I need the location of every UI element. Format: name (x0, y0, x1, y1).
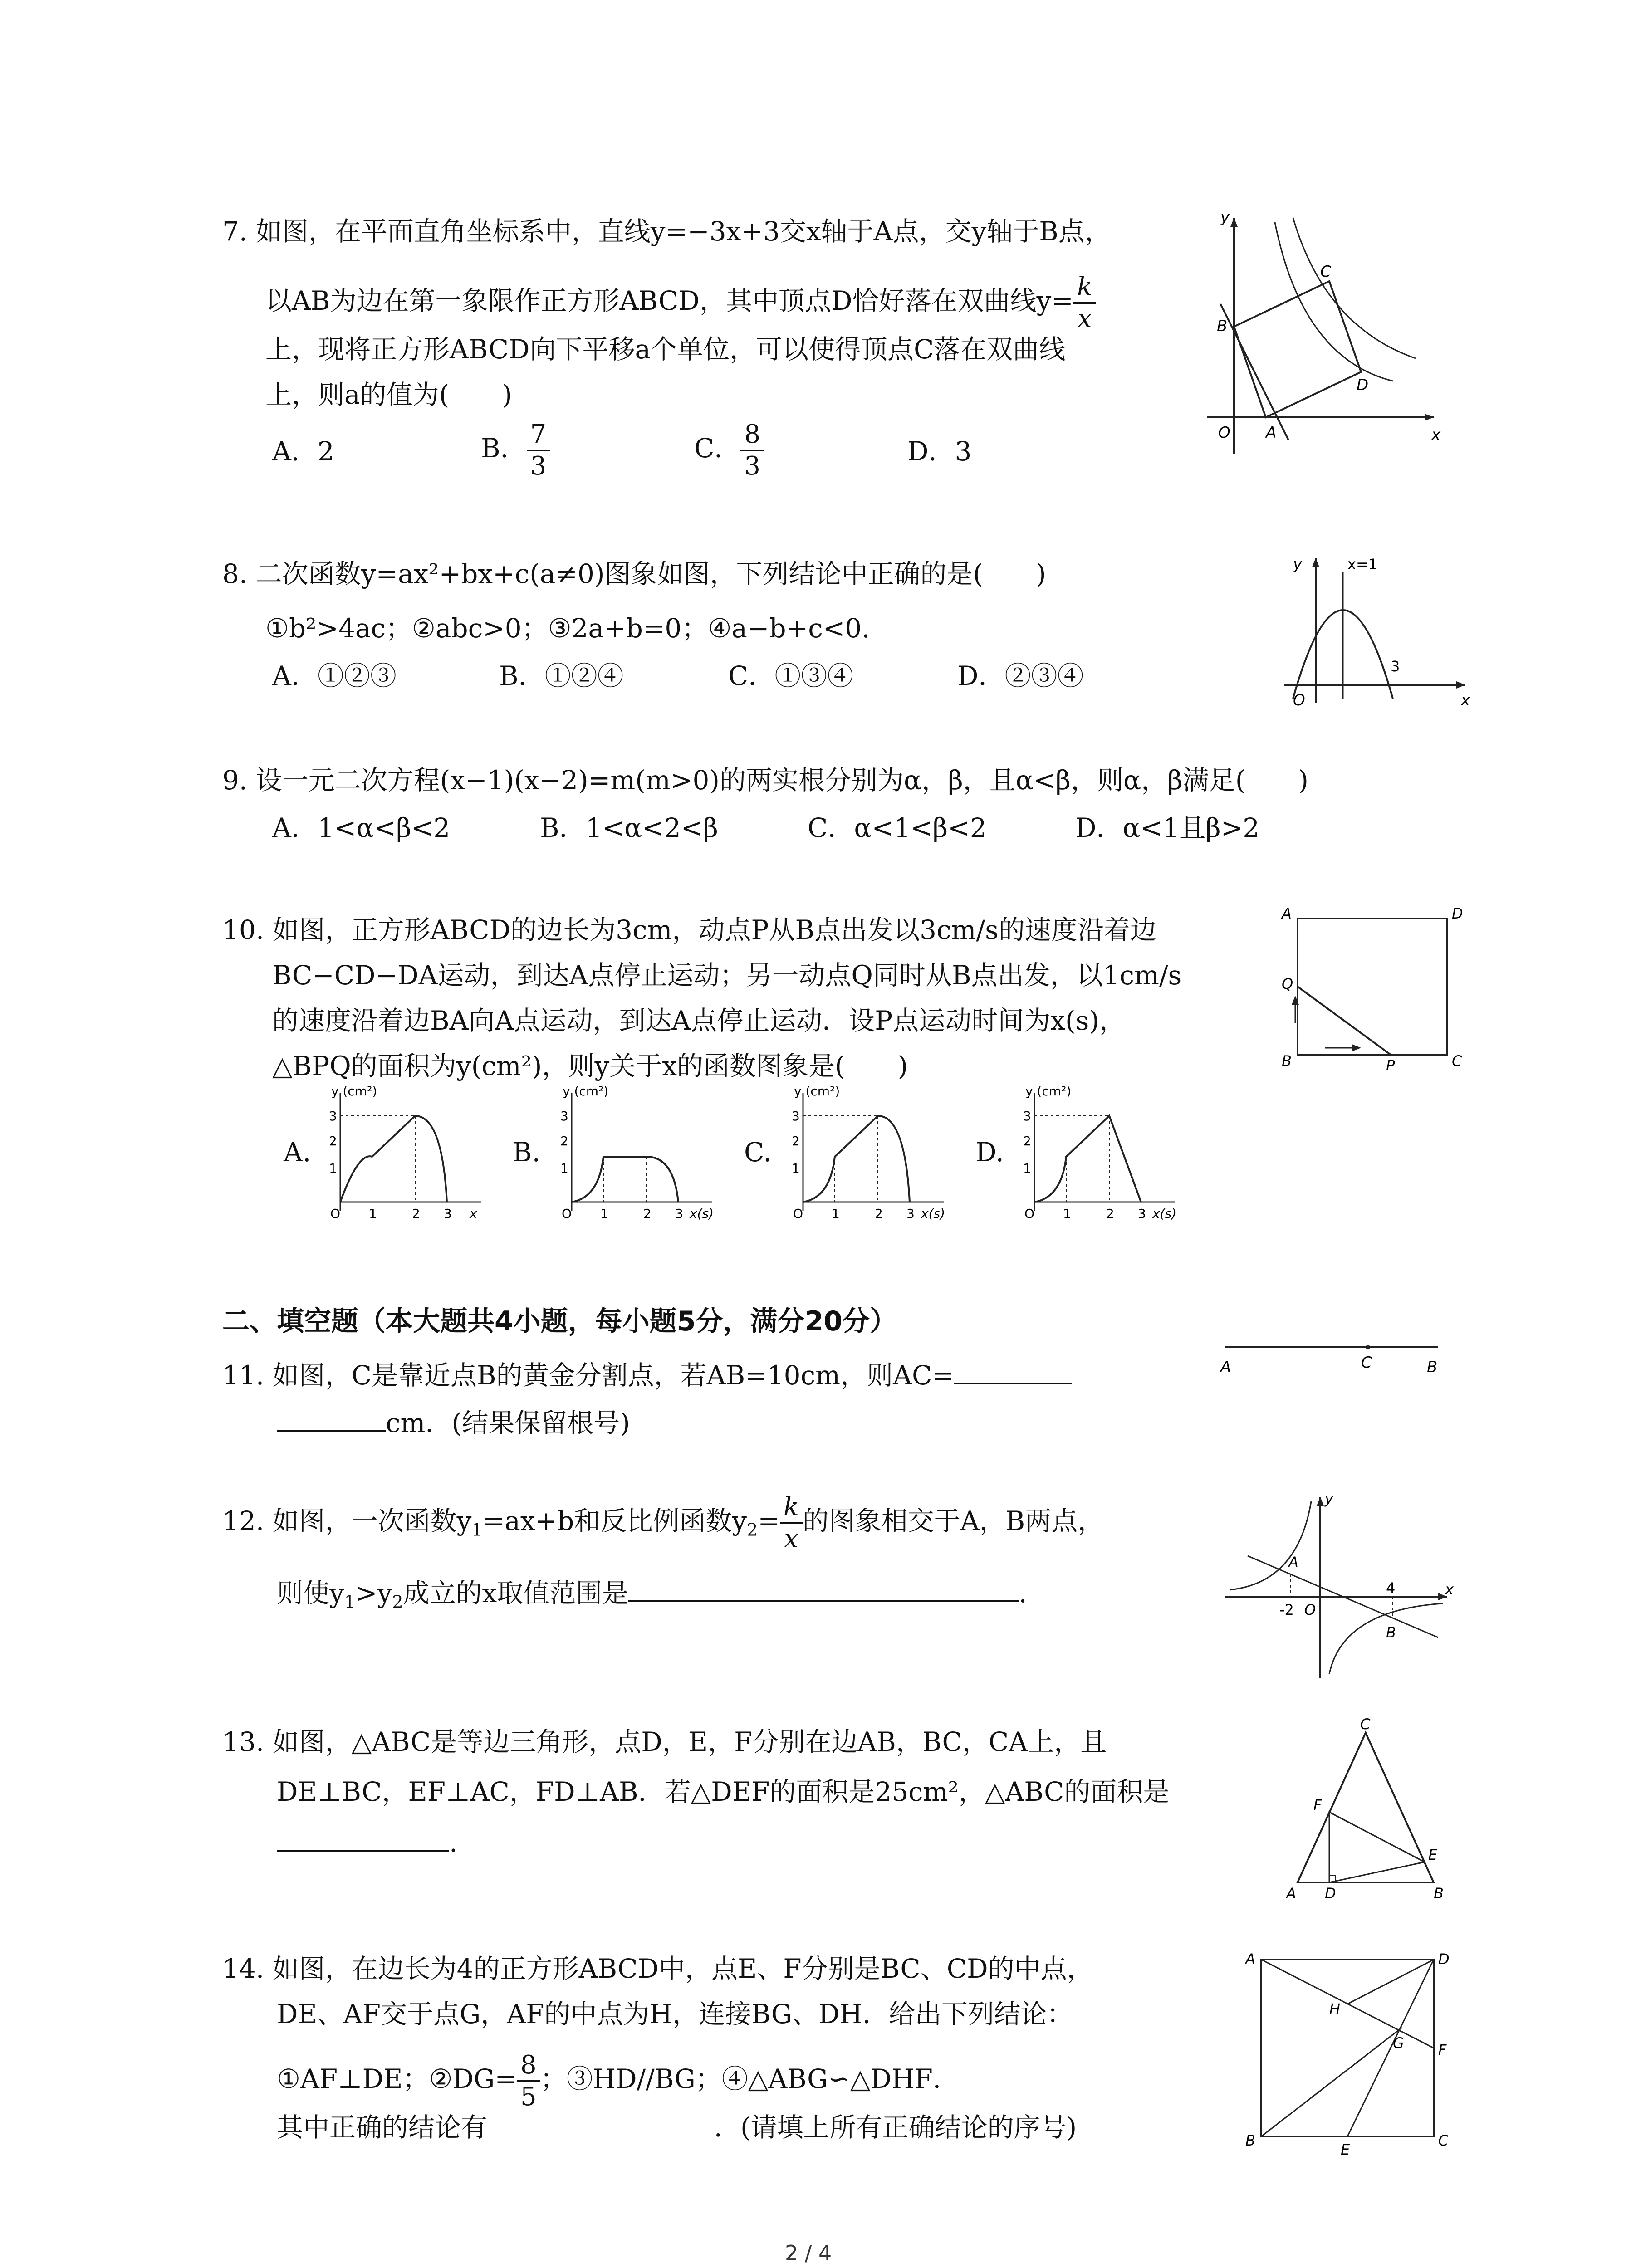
q7-fig-x: x (1431, 426, 1441, 444)
q10-fig-q: Q (1282, 975, 1293, 992)
q8-option-b: B．①②④ (499, 660, 624, 691)
q8-option-d: D．②③④ (957, 660, 1084, 691)
q14-line4: 其中正确的结论有 ．(请填上所有正确结论的序号) (277, 2112, 1077, 2143)
q10-graph-b-o: O (562, 1206, 572, 1221)
q13-fig-f: F (1313, 1796, 1322, 1813)
q10-graph-b-ylabel: y (cm²) (563, 1084, 609, 1099)
q8-fig-o: O (1293, 691, 1305, 709)
q10-graph-b-x2: 2 (643, 1206, 652, 1221)
q7-option-b-frac: $\frac{7}{3}$ (527, 420, 550, 481)
q13-fig-c: C (1360, 1716, 1371, 1733)
q10-graph-a-y3: 3 (329, 1109, 337, 1124)
q14-fig-b: B (1245, 2132, 1255, 2149)
q10-graph-b-y3: 3 (560, 1109, 568, 1124)
q14-line2: DE、AF交于点G，AF的中点为H，连接BG、DH．给出下列结论： (277, 1999, 1073, 2029)
q12-fig-m2: -2 (1279, 1601, 1294, 1618)
q7-fig-y: y (1220, 208, 1230, 226)
q7-line3: 上，现将正方形ABCD向下平移a个单位，可以使得顶点C落在双曲线 (265, 334, 1066, 365)
q11-answer-blank-2[interactable] (277, 1404, 386, 1432)
q10-graph-d-x2: 2 (1106, 1206, 1114, 1221)
q7-fig-a: A (1266, 424, 1277, 442)
q10-graph-a-x3: 3 (444, 1206, 452, 1221)
q7-line2 (265, 272, 1096, 334)
q12-answer-blank[interactable] (628, 1574, 1019, 1602)
q10-graph-d-y1: 1 (1023, 1161, 1031, 1176)
q10-line2: BC−CD−DA运动，到达A点停止运动；另一动点Q同时从B点出发，以1cm/s (272, 960, 1182, 991)
q13-line3: . (277, 1823, 457, 1861)
q11-fig-a: A (1220, 1358, 1231, 1376)
q10-graph-c-x2: 2 (875, 1206, 883, 1221)
q10-graph-a-x2: 2 (412, 1206, 420, 1221)
q9-option-b: B．1<α<2<β (540, 812, 718, 843)
q10-graph-c-x3: 3 (906, 1206, 915, 1221)
q10-graph-d-ylabel: y (cm²) (1025, 1084, 1072, 1099)
q14-fig-d: D (1438, 1950, 1450, 1968)
q8-option-a: A．①②③ (272, 660, 397, 691)
q10-graph-c-ylabel: y (cm²) (794, 1084, 840, 1099)
q14-fig-a: A (1245, 1950, 1255, 1968)
q10-graph-a-y1: 1 (329, 1161, 337, 1176)
q10-graph-c-x1: 1 (832, 1206, 840, 1221)
q10-fig-p: P (1386, 1057, 1395, 1074)
q10-graph-a (327, 1084, 490, 1225)
q11-line2: cm．(结果保留根号) (277, 1404, 630, 1441)
q10-graph-b-x3: 3 (675, 1206, 683, 1221)
q7-fig-o: O (1218, 424, 1230, 442)
q10-graph-b-x1: 1 (600, 1206, 608, 1221)
q7-fraction: $\frac{k}{x}$ (1073, 272, 1096, 334)
q10-line1: 10. 如图，正方形ABCD的边长为3cm，动点P从B点出发以3cm/s的速度沿着边 (222, 914, 1156, 945)
q12-line1: 12. 如图，一次函数$y_1=ax+b$和反比例函数$y_2=$ $\frac{k}{x}$ 的图象相交于A，B两点， (222, 1492, 1104, 1554)
q10-graph-c-xs: x(s) (921, 1206, 945, 1221)
q9-option-a: A．1<α<β<2 (272, 812, 451, 843)
q7-option-c: C． $\frac{8}{3}$ (694, 420, 764, 481)
q14-figure (1243, 1946, 1461, 2164)
q10-graph-d-x1: 1 (1063, 1206, 1071, 1221)
q7-option-c-frac: $\frac{8}{3}$ (740, 420, 764, 481)
q10-graph-c-y3: 3 (792, 1109, 800, 1124)
q10-graph-b (558, 1084, 721, 1225)
q10-graph-d (1021, 1084, 1184, 1225)
q10-graph-c-o: O (793, 1206, 803, 1221)
q14-fig-e: E (1341, 2141, 1350, 2158)
q10-graph-d-o: O (1024, 1206, 1035, 1221)
q13-answer-blank[interactable] (277, 1823, 449, 1852)
q10-line3: 的速度沿着边BA向A点运动，到达A点停止运动．设P点运动时间为x(s)， (272, 1005, 1126, 1036)
q10-square-figure (1270, 900, 1461, 1091)
q13-fig-b: B (1434, 1885, 1444, 1902)
q10-graph-b-y2: 2 (560, 1134, 568, 1149)
q10-line4: △BPQ的面积为y(cm²)，则y关于x的函数图象是( ) (272, 1051, 908, 1081)
q7-fig-d: D (1357, 376, 1369, 394)
q11-line1: 11. 如图，C是靠近点B的黄金分割点，若AB=10cm，则AC= (222, 1356, 1072, 1393)
q11-figure (1220, 1338, 1456, 1379)
q12-fig-4: 4 (1386, 1579, 1396, 1597)
q10-graph-c (789, 1084, 953, 1225)
q14-fig-h: H (1329, 2000, 1341, 2018)
q10-graph-c-y2: 2 (792, 1134, 800, 1149)
q10-graph-d-xs: x(s) (1152, 1206, 1177, 1221)
q13-line2: DE⊥BC，EF⊥AC，FD⊥AB．若△DEF的面积是25cm²，△ABC的面积是 (277, 1776, 1170, 1807)
q10-graph-c-y1: 1 (792, 1161, 800, 1176)
q7-option-a: A．2 (272, 436, 334, 467)
q7-line4: 上，则a的值为( ) (265, 379, 512, 410)
q8-fig-x: x (1461, 691, 1470, 709)
q10-fig-d: D (1452, 905, 1463, 922)
q12-fig-x: x (1445, 1581, 1454, 1598)
q10-graph-a-y2: 2 (329, 1134, 337, 1149)
q8-line1: 8. 二次函数y=ax²+bx+c(a≠0)图象如图，下列结论中正确的是( ) (222, 558, 1046, 589)
q10-graph-a-x1: 1 (369, 1206, 377, 1221)
q10-fig-a: A (1282, 905, 1292, 922)
q7-option-b: B． $\frac{7}{3}$ (481, 420, 550, 481)
q11-fig-b: B (1427, 1358, 1438, 1376)
q8-fig-axis: x=1 (1347, 556, 1378, 573)
q8-line2: ①b²>4ac；②abc>0；③2a+b=0；④a−b+c<0. (265, 613, 870, 644)
q10-graph-d-x3: 3 (1138, 1206, 1146, 1221)
q10-graph-b-xs: x(s) (690, 1206, 714, 1221)
q8-fig-three: 3 (1391, 658, 1400, 675)
q10-option-a: A. (284, 1137, 311, 1168)
q9-option-d: D．α<1且β>2 (1075, 812, 1260, 843)
q14-fig-g: G (1393, 2034, 1404, 2052)
q10-graph-b-y1: 1 (560, 1161, 568, 1176)
q7-fig-b: B (1217, 317, 1228, 335)
q14-fraction: $\frac{8}{5}$ (517, 2050, 540, 2112)
q12-fig-a: A (1288, 1554, 1298, 1571)
q12-fig-y: y (1325, 1490, 1333, 1507)
q13-fig-e: E (1428, 1846, 1438, 1863)
q14-line1: 14. 如图，在边长为4的正方形ABCD中，点E、F分别是BC、CD的中点， (222, 1953, 1093, 1984)
q10-graph-a-ylabel: y (cm²) (331, 1084, 377, 1099)
q10-option-c: C. (744, 1137, 772, 1168)
q14-fig-c: C (1438, 2132, 1449, 2149)
section-2-title: 二、填空题（本大题共4小题，每小题5分，满分20分） (222, 1305, 897, 1337)
q9-line1: 9. 设一元二次方程(x−1)(x−2)=m(m>0)的两实根分别为α，β，且α<β，则α，β满足( ) (222, 765, 1309, 796)
q13-line1: 13. 如图，△ABC是等边三角形，点D，E，F分别在边AB，BC，CA上，且 (222, 1726, 1107, 1757)
q11-fig-c: C (1361, 1354, 1372, 1372)
q10-option-b: B. (513, 1137, 541, 1168)
q7-fig-c: C (1320, 263, 1331, 281)
q10-option-d: D. (975, 1137, 1004, 1168)
page-number: 2 / 4 (785, 2241, 832, 2265)
q13-fig-d: D (1325, 1885, 1336, 1902)
q10-fig-b: B (1282, 1052, 1292, 1070)
q12-fig-o: O (1304, 1601, 1316, 1618)
q10-graph-d-y3: 3 (1023, 1109, 1031, 1124)
q12-figure (1220, 1492, 1456, 1683)
q8-figure (1275, 549, 1474, 712)
q8-fig-y: y (1293, 555, 1303, 573)
q10-graph-d-y2: 2 (1023, 1134, 1031, 1149)
q12-fig-b: B (1386, 1624, 1396, 1641)
q12-fraction: $\frac{k}{x}$ (780, 1492, 803, 1554)
q10-graph-a-o: O (330, 1206, 341, 1221)
q7-option-d: D．3 (907, 436, 972, 467)
q13-figure (1284, 1715, 1456, 1905)
q7-line1: 7. 如图，在平面直角坐标系中，直线y=−3x+3交x轴于A点，交y轴于B点， (222, 216, 1111, 247)
q10-graph-a-x: x (470, 1206, 477, 1221)
q14-line3: ①AF⊥DE；②DG= $\frac{8}{5}$ ；③HD//BG；④△ABG∽△DHF． (277, 2050, 959, 2112)
q8-option-c: C．①③④ (728, 660, 854, 691)
q7-figure (1198, 209, 1452, 463)
q14-fig-f: F (1438, 2041, 1447, 2058)
q7-line2-text: 以AB为边在第一象限作正方形ABCD，其中顶点D恰好落在双曲线y= (265, 285, 1073, 317)
q11-answer-blank-1[interactable] (954, 1356, 1072, 1384)
q12-line2: 则使$y_1>y_2$成立的x取值范围是 . (277, 1574, 1027, 1620)
q13-fig-a: A (1286, 1885, 1296, 1902)
q10-fig-c: C (1452, 1052, 1462, 1070)
q9-option-c: C．α<1<β<2 (808, 812, 987, 843)
